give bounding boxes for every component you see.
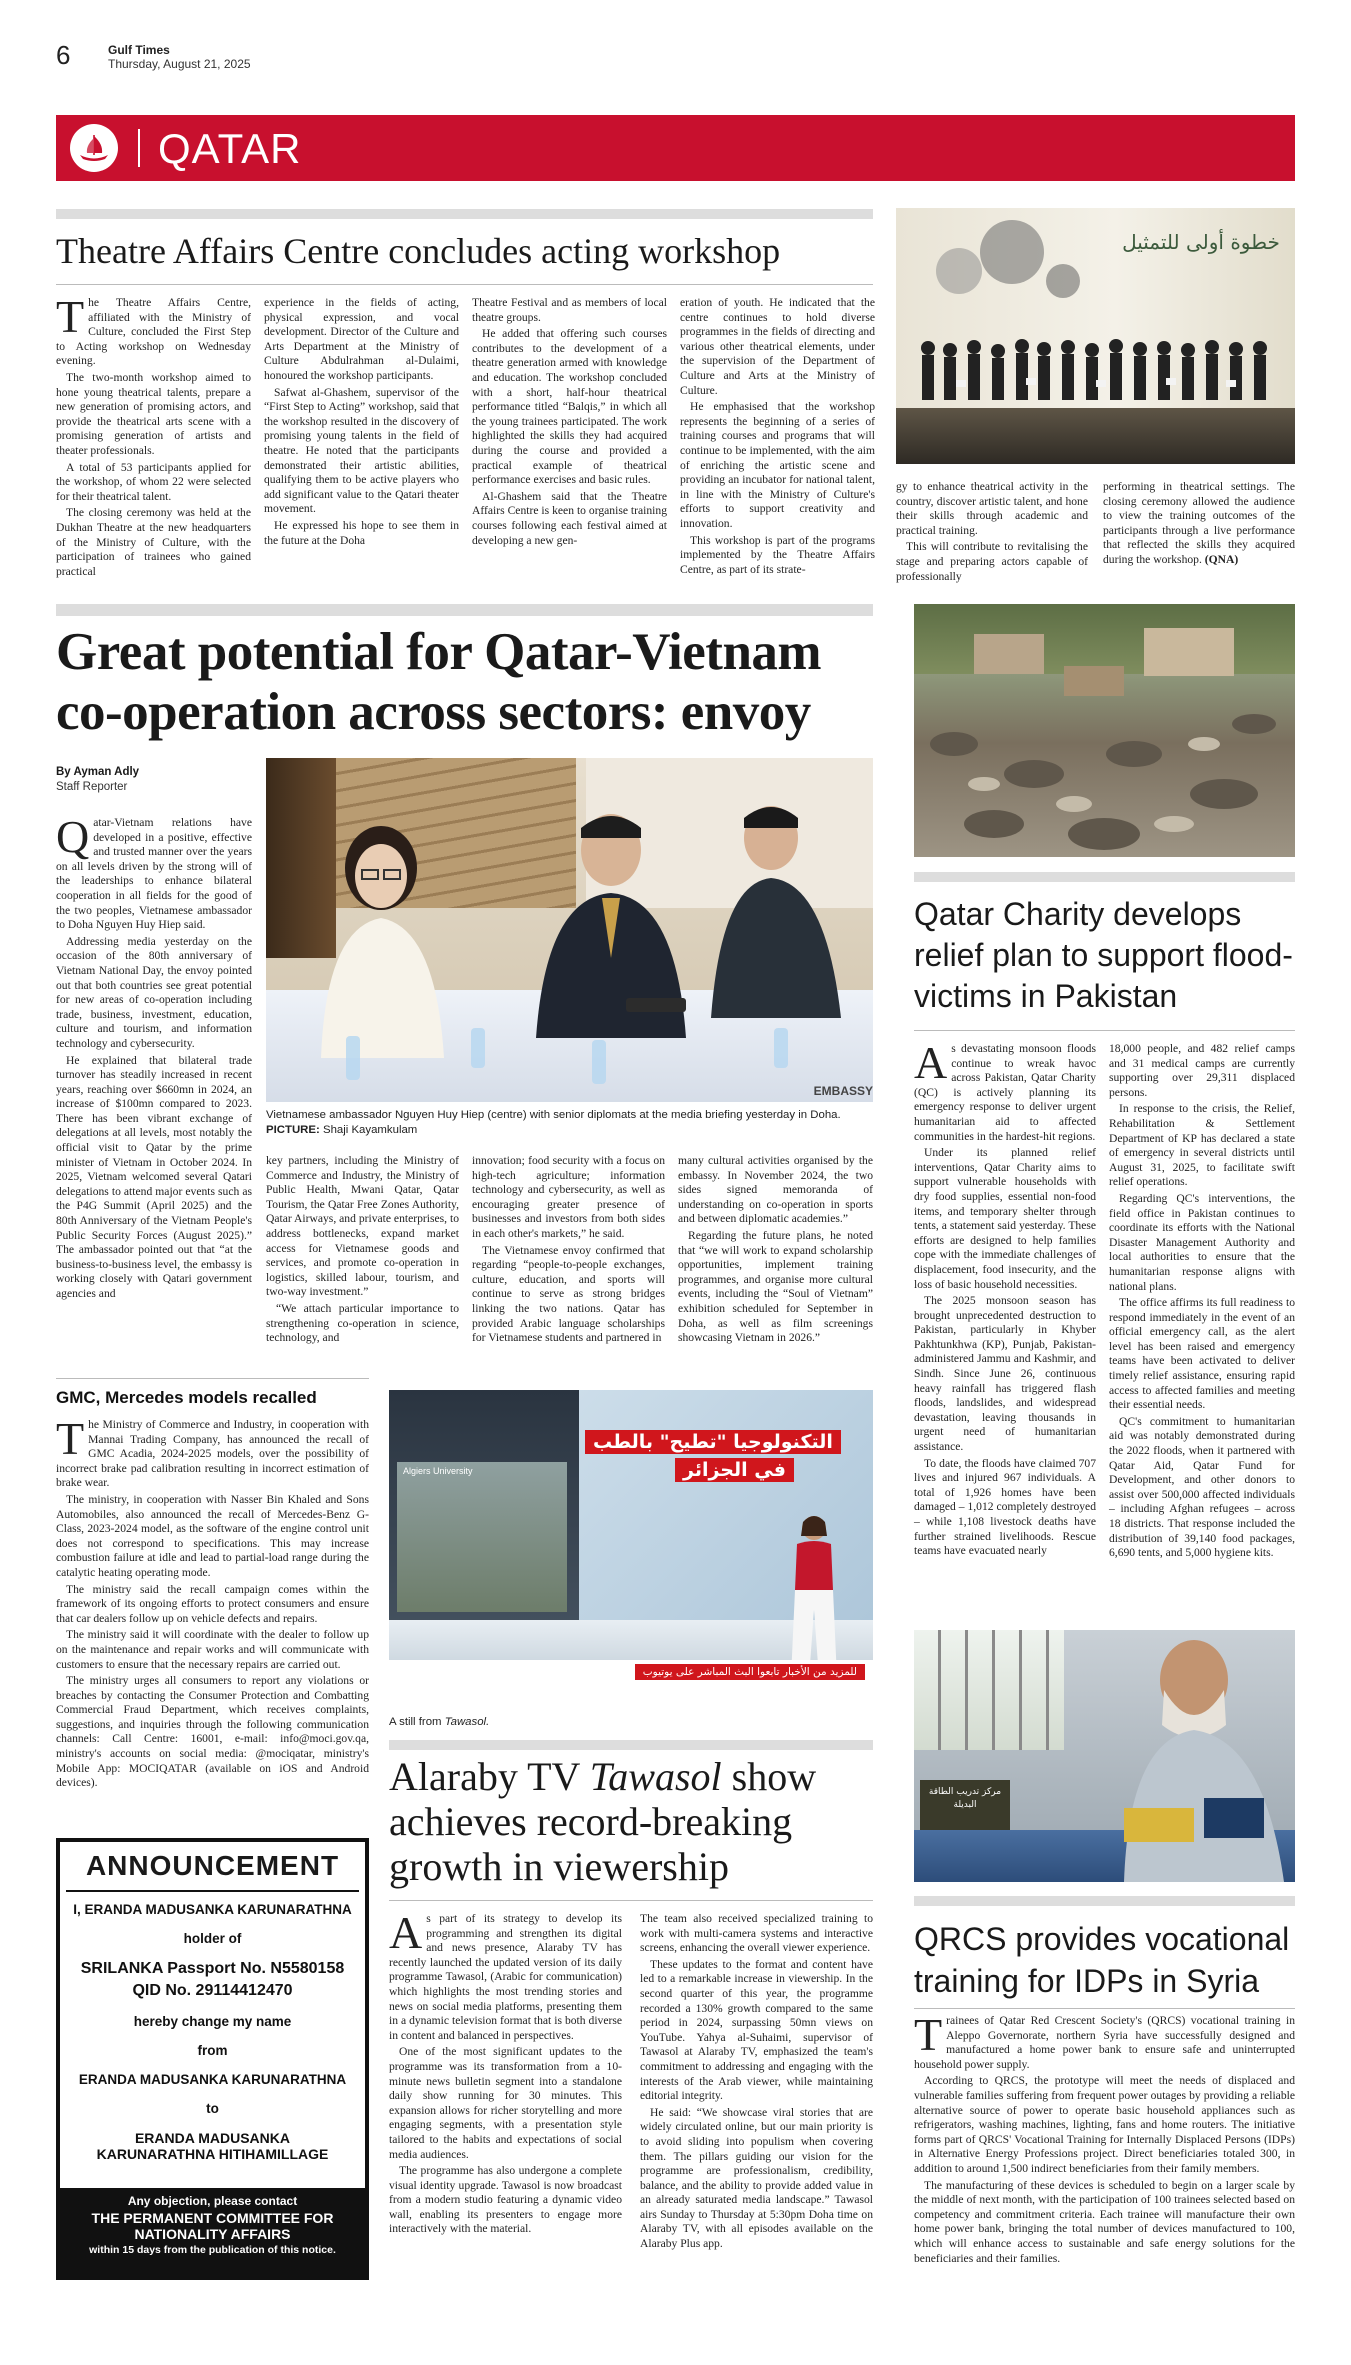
qrcs-top-rule <box>914 1896 1295 1906</box>
araby-headline-rule <box>389 1900 873 1901</box>
gmc-paragraph: The ministry said the recall campaign comes within the framework of its ongoing efforts to protect consumers and ensure that car dealers follow up on vehicle defects and repairs. <box>56 1582 369 1625</box>
theatre-closing-text: performing in theatrical settings. The closing ceremony allowed the audience to view the training outcomes of the participants through a live performance that reflected the skills they acquired during the workshop. <box>1103 480 1295 566</box>
photo-circle-decor <box>1046 264 1080 298</box>
gmc-top-rule <box>56 1378 369 1379</box>
vietnam-paragraph: Regarding the future plans, he noted that “we will work to expand scholarship opportunities, implement training programmes, and organise more cultural events, including the “Soul of Vietnam” exhibition scheduled for September in Doha, as well as film screenings showcasing Vietnam in 2026.” <box>678 1228 873 1345</box>
charity-headline: Qatar Charity develops relief plan to support flood-victims in Pakistan <box>914 896 1293 1014</box>
photo-window-bars <box>914 1630 1064 1750</box>
theatre-col-4 <box>680 296 875 579</box>
announcement-line: from <box>197 2043 228 2058</box>
ticker-bar <box>389 1660 873 1688</box>
photo-trainee <box>1084 1630 1295 1882</box>
theatre-col-6 <box>1103 480 1295 570</box>
vietnam-paragraph: atar-Vietnam relations have developed in a positive, effective and trusted manner over the years on all levels driven by the strong will of the leaderships to enhance bilateral cooperation in all fields for the good of the two peoples, Vietnamese ambassador to Doha Nguyen Huy Hiep said. <box>56 816 252 932</box>
announcement-body <box>60 1902 365 2162</box>
theatre-paragraph: Safwat al-Ghashem, supervisor of the “First Step to Acting” workshop, said that the workshop resulted in the discovery of promising young talents in the field of theatre. He noted that the participants demonstrated their artistic abilities, qualifying them to be active players who add significant value to the Qatari theater movement. <box>264 385 459 516</box>
charity-col-1 <box>914 1037 1096 1561</box>
vietnam-dropcap: Q <box>56 811 90 862</box>
vietnam-caption-credit: Shaji Kayamkulam <box>322 1123 418 1136</box>
section-banner <box>56 115 1295 181</box>
vietnam-top-rule <box>56 604 873 616</box>
charity-top-rule <box>914 872 1295 882</box>
vietnam-col-2 <box>266 1154 459 1348</box>
qrcs-headline-rule <box>914 2008 1295 2009</box>
announcement-box <box>56 1838 369 2280</box>
qrcs-dropcap: T <box>914 2009 943 2060</box>
theatre-paragraph: This workshop is part of the programs implemented by the Theatre Affairs Centre, as part of its strate- <box>680 533 875 576</box>
charity-paragraph: QC's commitment to humanitarian aid was notably demonstrated during the 2022 floods, when it partnered with Qatar Aid, Qatar Fund for Development, and other donors to assist over 500,000 affected individuals – including Afghan refugees – across 18 districts. That response included the distribution of 39,140 food packages, 6,690 tents, and 5,000 hygiene kits. <box>1109 1414 1295 1560</box>
araby-top-rule <box>389 1740 873 1750</box>
tawasol-caption-title: Tawasol. <box>444 1716 490 1728</box>
theatre-paragraph: gy to enhance theatrical activity in the country, discover artistic talent, and hone their skills through academic and practical training. <box>896 480 1088 537</box>
announcement-foot: THE PERMANENT COMMITTEE FOR <box>91 2210 334 2226</box>
section-title: QATAR <box>158 125 302 172</box>
photo-embassy-sign: EMBASSY <box>813 1084 873 1098</box>
screen-arabic-1: التكنولوجيا "تطيح" بالطب <box>585 1430 841 1454</box>
charity-paragraph: s devastating monsoon floods continue to wreak havoc across Pakistan, Qatar Charity (QC) is actively planning its emergency response to deliver urgent humanitarian aid to affected communities in the hardest-hit regions. <box>914 1042 1096 1143</box>
screen-sign: Algiers University <box>403 1466 473 1476</box>
theatre-paragraph: This will contribute to revitalising the stage and preparing actors capable of professionally <box>896 540 1088 583</box>
announcement-line: to <box>206 2101 219 2116</box>
theatre-col-1 <box>56 291 251 581</box>
araby-headline-a: Alaraby TV <box>389 1754 580 1799</box>
araby-paragraph: One of the most significant updates to the programme was its transformation from a 10-minute news bulletin segment into a standalone daily show running for 30 minutes. This expansion allows for richer storytelling and more engaging segments, with a presentation style tailored to the habits and expectations of social media audiences. <box>389 2045 622 2161</box>
araby-col-2 <box>640 1912 873 2254</box>
photo-circle-decor <box>980 220 1044 284</box>
photo-trees <box>914 604 1295 674</box>
charity-paragraph: Under its planned relief interventions, Qatar Charity aims to support vulnerable households with dry food supplies, essential non-food items, and temporary shelter through tents, a statement said yesterday. These efforts are designed to help families cope with the immediate challenges of displacement, food insecurity, and the loss of basic household necessities. <box>914 1146 1096 1291</box>
photo-people <box>266 758 873 1102</box>
araby-paragraph: He said: “We showcase viral stories that are widely circulated online, but our main priority is to avoid sliding into populism when covering them. The pillars guiding our vision for the programme are professionalism, credibility, balance, and the ability to provide added value in an already saturated media landscape.” Tawasol airs Sunday to Thursday at 5:30pm Doha time on Alaraby TV, with all episodes available on the Alaraby Plus app. <box>640 2105 873 2251</box>
vietnam-col-3 <box>472 1154 665 1348</box>
gmc-paragraph: The ministry said it will coordinate with the dealer to follow up on the maintenance and repair works and will communicate with customers to ensure that the necessary repairs are carried out. <box>56 1628 369 1671</box>
vietnam-paragraph: innovation; food security with a focus on high-tech agriculture; information technology and cybersecurity, as well as encouraging greater presence of businesses and investors from both sides in each other's markets,” he said. <box>472 1154 665 1240</box>
vietnam-paragraph: key partners, including the Ministry of Commerce and Industry, the Ministry of Public Health, Mwani Qatar, Qatar Tourism, the Qatar Free Zones Authority, Qatar Airways, and private enterprises, to address bottlenecks, expand market access for Vietnamese goods and services, and promote co-operation in logistics, skilled labour, tourism, and two-way investment.” <box>266 1154 459 1299</box>
theatre-col-2 <box>264 296 459 550</box>
vietnam-photo-caption <box>266 1108 873 1138</box>
charity-paragraph: Regarding QC's interventions, the field office in Pakistan continues to coordinate its efforts with the National Disaster Management Authority and local authorities to ensure that the humanitarian response aligns with national plans. <box>1109 1191 1295 1293</box>
theatre-paragraph <box>1103 480 1295 568</box>
photo-house <box>1144 628 1234 676</box>
charity-paragraph: The 2025 monsoon season has brought unprecedented destruction to Pakistan, particularly in Khyber Pakhtunkhwa (KP), Punjab, Pakistan-administered Jammu and Kashmir, and Sindh. Since June 26, continuous heavy rainfall has triggered flash floods, landslides, and widespread devastation, leaving thousands in urgent need of humanitarian assistance. <box>914 1294 1096 1454</box>
vietnam-paragraph: many cultural activities organised by the embassy. In November 2024, the two sides signed memoranda of understanding on co-operation in sports and between diplomatic academies.” <box>678 1154 873 1226</box>
studio-screen <box>397 1462 567 1612</box>
theatre-dropcap: T <box>56 291 85 342</box>
charity-paragraph: 18,000 people, and 482 relief camps and 31 medical camps are currently supporting over 29,311 displaced persons. <box>1109 1042 1295 1099</box>
araby-headline <box>389 1754 873 1889</box>
qrcs-paragraph: rainees of Qatar Red Crescent Society's (QRCS) vocational training in Aleppo Governorate, northern Syria have successfully designed and manufactured a home power bank to ensure safe and uninterrupted household power supply. <box>914 2014 1295 2071</box>
theatre-paragraph: He emphasised that the workshop represents the beginning of a series of training courses and programs that will continue to be implemented, with the aim of enriching the artistic scene and providing an incubator for national talent, in line with the Ministry of Culture's efforts to support creativity and innovation. <box>680 400 875 530</box>
vietnam-headline: Great potential for Qatar-Vietnam co-operation across sectors: envoy <box>56 623 822 741</box>
tawasol-caption-prefix: A still from <box>389 1716 442 1728</box>
vietnam-col-1 <box>56 811 252 1304</box>
announcement-line: hereby change my name <box>133 2014 292 2029</box>
charity-headline-rule <box>914 1030 1295 1031</box>
theatre-paragraph: experience in the fields of acting, physical expression, and vocal development. Director of the Culture and Arts Department at the Ministry of Culture Abdulrahman al-Dulaimi, honoured the workshop participants. <box>264 296 459 382</box>
photo-circle-decor <box>936 248 982 294</box>
photo-group-people <box>916 328 1276 424</box>
qrcs-paragraph: According to QRCS, the prototype will meet the needs of displaced and vulnerable families suffering from frequent power outages by providing a reliable alternative source of power to operate basic household appliances such as refrigerators, washing machines, lighting, fans and home routers. The initiative forms part of QRCS' Vocational Training for Internally Displaced Persons (IDPs) in Alternative Energy Professions project. Direct beneficiaries totaled 300, in addition to around 1,500 indirect beneficiaries from their family members. <box>914 2074 1295 2175</box>
vietnam-col-4 <box>678 1154 873 1348</box>
tawasol-caption <box>389 1716 489 1728</box>
boat-logo-icon <box>70 124 118 172</box>
photo-debris <box>914 684 1295 857</box>
announcement-line: SRILANKA Passport No. N5580158 <box>80 1960 345 1977</box>
theatre-col-5 <box>896 480 1088 586</box>
vietnam-paragraph: Addressing media yesterday on the occasion of the 80th anniversary of Vietnam National Day, the envoy pointed out that both countries see great potential for new areas of co-operation including trade, business, investment, education, culture and tourism, and information technology and cybersecurity. <box>56 934 252 1050</box>
araby-headline-b: Tawasol <box>589 1754 722 1799</box>
araby-headline-c: show achieves record-breaking growth in viewership <box>389 1754 817 1889</box>
araby-paragraph: These updates to the format and content have led to a remarkable increase in viewership. In the second quarter of this year, the programme recorded a 130% growth compared to the same period in 2024, surpassing 50mn views on YouTube. Yahya al-Suhaimi, supervisor of Tawasol at Alaraby TV, emphasized the team's commitment to addressing and engaging with the interests of the Arab viewer, while maintaining editorial integrity. <box>640 1957 873 2103</box>
qrcs-body <box>914 2009 1295 2268</box>
qrcs-headline: QRCS provides vocational training for IDPs in Syria <box>914 1921 1290 1999</box>
qrcs-photo <box>914 1630 1295 1882</box>
theatre-banner-arabic: خطوة أولى للتمثيل <box>1122 230 1280 254</box>
charity-dropcap: A <box>914 1037 948 1088</box>
theatre-paragraph: Theatre Festival and as members of local theatre groups. <box>472 296 667 324</box>
vietnam-photo <box>266 758 873 1102</box>
announcement-line: QID No. 29114412470 <box>132 1982 293 1999</box>
vietnam-byline: By Ayman Adly <box>56 766 140 778</box>
araby-paragraph: s part of its strategy to develop its programming and strengthen its digital and news presence, Alaraby TV has recently launched the updated version of its daily programme Tawasol, (Arabic for communication) which highlights the most trending stories and news on social media platforms, presenting them in a dynamic television format that is both diverse in content and balanced in perspectives. <box>389 1912 622 2042</box>
gmc-paragraph: The ministry urges all consumers to report any violations or breaches by contacting the Consumer Protection and Combatting Commercial Fraud Department, which receives complaints, suggestions, and inquiries through the following communication channels: Call Centre: 16001, e-mail: info@moci.gov.qa, ministry's accounts on social media: @mociqatar, ministry's Mobile App: MOCIQATAR (available on iOS and Android devices). <box>56 1674 369 1790</box>
announcement-foot: within 15 days from the publication of this notice. <box>89 2244 336 2256</box>
vietnam-role: Staff Reporter <box>56 781 128 793</box>
theatre-top-rule <box>56 209 873 219</box>
vietnam-caption-text: Vietnamese ambassador Nguyen Huy Hiep (centre) with senior diplomats at the media briefing yesterday in Doha. <box>266 1109 841 1121</box>
theatre-paragraph: A total of 53 participants applied for the workshop, of whom 22 were selected for their theatrical talent. <box>56 460 251 503</box>
announcement-foot: Any objection, please contact <box>127 2194 298 2208</box>
gmc-headline: GMC, Mercedes models recalled <box>56 1388 317 1407</box>
page-number: 6 <box>56 40 71 70</box>
gmc-dropcap: T <box>56 1413 85 1464</box>
araby-paragraph: The programme has also undergone a complete visual identity upgrade. Tawasol is now broadcast from a modern studio featuring a dynamic video wall, enabling its presenters to engage more interactively with the material. <box>389 2164 622 2236</box>
flood-photo <box>914 604 1295 857</box>
issue-date: Thursday, August 21, 2025 <box>108 57 251 71</box>
announcement-foot: NATIONALITY AFFAIRS <box>134 2226 291 2242</box>
charity-col-2 <box>1109 1042 1295 1563</box>
presenter-figure <box>779 1510 849 1680</box>
qrcs-paragraph: The manufacturing of these devices is scheduled to begin on a larger scale by the middle of next month, with the participation of 100 trainees selected based on competency and commitment criteria. Each trainee will manufacture their own home power bank, bringing the total number of devices manufactured to 100, which will enhance access to sustainable and safe energy solutions for the beneficiaries and their families. <box>914 2178 1295 2265</box>
theatre-paragraph: Al-Ghashem said that the Theatre Affairs Centre is keen to organise training courses following each festival aimed at developing a new gen- <box>472 489 667 547</box>
theatre-paragraph: The closing ceremony was held at the Dukhan Theatre at the new headquarters of the Ministry of Culture, with the participation of trainees who gained practical <box>56 506 251 578</box>
gmc-body <box>56 1413 369 1793</box>
gmc-paragraph: he Ministry of Commerce and Industry, in cooperation with Mannai Trading Company, has announced the recall of GMC Acadia, 2024-2025 models, over the possibility of incorrect brake pad calibration resulting in incorrect estimation of brake wear. <box>56 1418 369 1490</box>
qrcs-banner-arabic: مركز تدريب الطاقة البديلة <box>928 1787 1002 1810</box>
theatre-headline: Theatre Affairs Centre concludes acting workshop <box>56 231 781 271</box>
charity-paragraph: In response to the crisis, the Relief, Rehabilitation & Settlement Department of KP has declared a state of emergency in several districts until August 31, 2025, to facilitate swift relief operations. <box>1109 1102 1295 1189</box>
announcement-title: ANNOUNCEMENT <box>85 1850 340 1881</box>
announcement-line: ERANDA MADUSANKA <box>134 2130 291 2146</box>
araby-paragraph: The team also received specialized training to work with multi-camera systems and interactive screens, enhancing the overall viewer experience. <box>640 1912 873 1955</box>
theatre-credit: (QNA) <box>1204 552 1239 566</box>
announcement-rule <box>66 1890 359 1892</box>
vietnam-paragraph: The Vietnamese envoy confirmed that regarding “people-to-people exchanges, culture, education, and sports will continue to serve as strong bridges linking the two nations. Qatar has provided Arabic language scholarships for Vietnamese students and partnered in <box>472 1243 665 1345</box>
theatre-paragraph: The two-month workshop aimed to hone young theatrical talents, prepare a new generation of promising actors, and provide the theatrical arts scene with a promising generation of artists and theater professionals. <box>56 370 251 457</box>
masthead-meta <box>108 43 251 71</box>
vietnam-caption-label: PICTURE: <box>266 1123 320 1136</box>
theatre-headline-rule <box>56 284 873 285</box>
announcement-line: ERANDA MADUSANKA KARUNARATHNA <box>78 2072 347 2087</box>
announcement-footer <box>60 2188 365 2276</box>
araby-dropcap: A <box>389 1907 423 1958</box>
tawasol-photo <box>389 1390 873 1688</box>
theatre-col-3 <box>472 296 667 550</box>
vietnam-paragraph: “We attach particular importance to strengthening co-operation in science, technology, and <box>266 1301 459 1345</box>
banner-divider <box>138 129 140 167</box>
photo-house <box>974 634 1044 674</box>
announcement-line: I, ERANDA MADUSANKA KARUNARATHNA <box>73 1902 352 1917</box>
theatre-paragraph: He added that offering such courses contributes to the development of a theatre generation armed with knowledge and education. The workshop concluded with a short, half-hour theatrical performance titled “Balqis,” in which all the young trainees participated. The work highlighted the skills they had acquired during the course and provided a practical example of theatrical performance exercises and basic rules. <box>472 327 667 487</box>
announcement-line: holder of <box>183 1931 242 1946</box>
theatre-photo <box>896 208 1295 464</box>
announcement-line: KARUNARATHNA HITIHAMILLAGE <box>96 2146 329 2162</box>
theatre-paragraph: he Theatre Affairs Centre, affiliated with the Ministry of Culture, concluded the First Step to Acting workshop on Wednesday evening. <box>56 296 251 368</box>
theatre-paragraph: He expressed his hope to see them in the future at the Doha <box>264 518 459 547</box>
vietnam-paragraph: He explained that bilateral trade turnover has steadily increased in recent years, reaching over $660mn in 2024, an increase of $100mn compared to 2023. There has been vibrant exchange of delegations at all levels, most notably the official visit to Qatar by the prime minister of Vietnam in October 2024. In 2025, Vietnam welcomed several Qatari delegations to attend major events such as the P4G Summit (April 2025) and the 80th Anniversary of the Vietnam People's Public Security Forces (August 2025).” The ambassador pointed out that “at the business-to-business level, the embassy is working closely with Qatari government agencies and <box>56 1053 252 1300</box>
araby-col-1 <box>389 1907 622 2239</box>
screen-headline-box <box>585 1430 835 1498</box>
paper-name: Gulf Times <box>108 43 170 57</box>
gmc-paragraph: The ministry, in cooperation with Nasser Bin Khaled and Sons Automobiles, also announced the recall of Mercedes-Benz G-Class, 2023-2024 model, as the software of the engine control unit does not correspond to specifications. This may increase combustion failure at idle and lead to partial-load range during the catalytic heating operating mode. <box>56 1492 369 1579</box>
charity-paragraph: To date, the floods have claimed 707 lives and injured 967 individuals. A total of 1,926 homes have been damaged – 1,012 completely destroyed – while 1,108 livestock deaths have further strained livelihoods. Rescue teams have evacuated nearly <box>914 1456 1096 1558</box>
charity-paragraph: The office affirms its full readiness to respond immediately in the event of an official emergency call, as the alert level has been raised and emergency teams have been activated to deliver timely relief assistance, ensuring rapid access to affected families and meeting their essential needs. <box>1109 1296 1295 1412</box>
screen-arabic-2: في الجزائر <box>675 1458 794 1482</box>
ticker-text: للمزيد من الأخبار تابعوا البث المباشر على يوتيوب <box>635 1664 865 1680</box>
theatre-paragraph: eration of youth. He indicated that the centre continues to hold diverse programmes in the fields of directing and various other theatrical elements, under the supervision of the Department of Culture and Arts at the Ministry of Culture. <box>680 296 875 397</box>
